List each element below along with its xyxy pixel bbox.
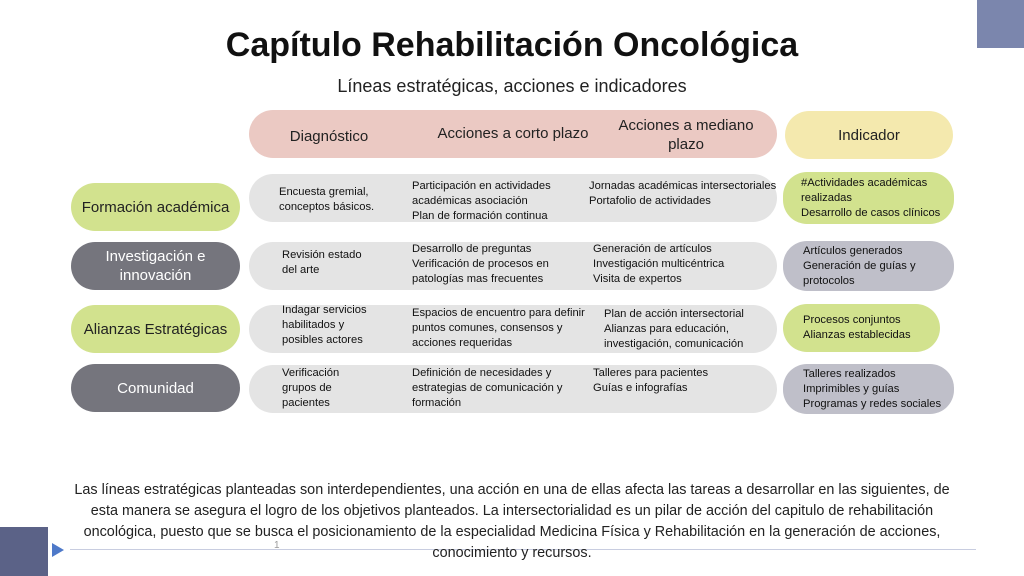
cell-mediano-plazo: Jornadas académicas intersectoriales Portafolio de actividades [589, 180, 777, 207]
slide-title: Capítulo Rehabilitación Oncológica [225, 26, 799, 64]
indicator-box-comunidad: Talleres realizados Imprimibles y guías Programas y redes sociales [783, 364, 954, 414]
cell-mediano-plazo: Generación de artículos Investigación multicéntrica Visita de expertos [593, 243, 725, 285]
row-label-alianzas-estrategicas: Alianzas Estratégicas [71, 305, 240, 353]
slide-subtitle: Líneas estratégicas, acciones e indicadores [337, 76, 687, 96]
summary-paragraph: Las líneas estratégicas planteadas son interdependientes, una acción en una de ellas afecta las tareas a desarrollar en las siguientes, de esta manera se asegura el logro de los objetivos planteados. La intersectorialidad es un pilar de acción del capitulo de rehabilitación oncológica, puesto que se busca el posicionamiento de la especialidad Medicina Física y Rehabilitación en la generación de acciones, conocimiento y recursos. [74, 482, 950, 561]
play-icon [52, 543, 64, 557]
page-number: 1 [274, 540, 280, 551]
row-label-comunidad: Comunidad [71, 364, 240, 412]
cell-corto-plazo: Espacios de encuentro para definir puntos comunes, consensos y acciones requeridas [412, 307, 585, 349]
cell-diagnostico: Indagar servicios habilitados y posibles actores [282, 304, 367, 346]
cell-corto-plazo: Definición de necesidades y estrategias de comunicación y formación [412, 367, 563, 409]
cell-corto-plazo: Participación en actividades académicas asociación Plan de formación continua [412, 180, 551, 222]
column-header-diagnostico: Diagnóstico [289, 128, 369, 145]
cell-diagnostico: Verificación grupos de pacientes [282, 367, 340, 409]
cell-corto-plazo: Desarrollo de preguntas Verificación de procesos en patologías mas frecuentes [412, 243, 549, 285]
indicator-box-formacion-academica: #Actividades académicas realizadas Desarrollo de casos clínicos [783, 172, 954, 224]
indicator-box-investigacion-innovacion: Artículos generados Generación de guías y protocolos [783, 241, 954, 291]
corner-decoration-bottom-left [0, 527, 48, 576]
row-label-formacion-academica: Formación académica [71, 183, 240, 231]
column-header-corto-plazo: Acciones a corto plazo [437, 125, 589, 142]
cell-mediano-plazo: Plan de acción intersectorial Alianzas para educación, investigación, comunicación [604, 308, 744, 350]
column-header-indicador: Indicador [785, 111, 953, 159]
row-label-investigacion-innovacion: Investigación e innovación [71, 242, 240, 290]
column-header-mediano-plazo: Acciones a mediano plazo [618, 117, 754, 153]
indicator-box-alianzas-estrategicas: Procesos conjuntos Alianzas establecidas [783, 304, 940, 352]
cell-diagnostico: Revisión estado del arte [282, 249, 362, 276]
cell-mediano-plazo: Talleres para pacientes Guías e infografías [593, 367, 709, 394]
cell-diagnostico: Encuesta gremial, conceptos básicos. [279, 186, 375, 213]
